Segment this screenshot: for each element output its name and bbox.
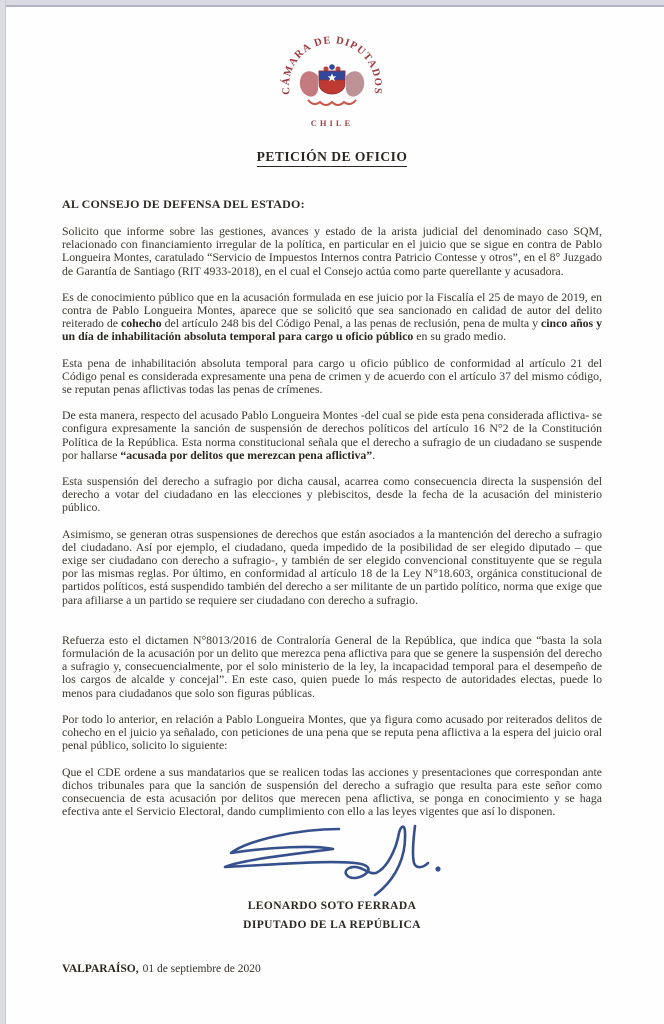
place-date-line (62, 963, 602, 975)
place-text: VALPARAÍSO, (62, 963, 139, 976)
paragraph: Que el CDE ordene a sus mandatarios que se realicen todas las acciones y presentaciones que correspondan ante dichos tribunales para que la sanción de suspensión del derecho a sufragio que resulta para este señor como consecuencia de esta acusación por delitos que merecen pena aflictiva, se ponga en conocimiento y se haga efectiva ante el Servicio Electoral, dando cumplimiento con ello a las leyes vigentes que así lo disponen. (62, 764, 602, 819)
paragraph: Por todo lo anterior, en relación a Pablo Longueira Montes, que ya figura como acusado por reiterados delitos de cohecho en el juicio ya señalado, con peticiones de una pena que se reputa pena aflictiva a la espera del juicio oral penal público, solicito lo siguiente: (62, 711, 602, 753)
scan-edge-top (0, 0, 664, 7)
paragraph: Es de conocimiento público que en la acusación formulada en ese juicio por la Fiscalía el 25 de mayo de 2019, en contra de Pablo Longueira Montes, aparece que se solicitó que sea sancionado en calidad de autor del delito reiterado de cohecho del artículo 248 bis del Código Penal, a las penas de reclusión, pena de multa y cinco años y un día de inhabilitación absoluta temporal para cargo u oficio público en su grado medio. (62, 289, 603, 344)
scan-edge-left (0, 0, 6, 1024)
camara-de-diputados-seal-icon (272, 36, 392, 136)
body-paragraphs (62, 225, 602, 818)
paragraph: Solicito que informe sobre las gestiones, avances y estado de la arista judicial del denominado caso SQM, relacionado con financiamiento irregular de la política, en particular en el juicio que se sigue en contra de Pablo Longueira Montes, caratulado “Servicio de Impuestos Internos contra Patricio Contesse y otros”, en el 8° Juzgado de Garantía de Santiago (RIT 4933-2018), en el cual el Consejo actúa como parte querellante y acusadora. (62, 224, 602, 278)
paragraph: Esta suspensión del derecho a sufragio por dicha causal, acarrea como consecuencia directa la suspensión del derecho a votar del ciudadano en las elecciones y plebiscitos, desde la fecha de la acusación del ministerio público. (62, 474, 602, 515)
seal-condor-figure (346, 71, 364, 96)
seal-huemul-figure (300, 71, 318, 96)
seal-country-text: CHILE (310, 118, 354, 128)
date-text: 01 de septiembre de 2020 (142, 963, 261, 976)
document-title: PETICIÓN DE OFICIO (257, 149, 408, 167)
signature-block (62, 822, 602, 931)
signatory-name: LEONARDO SOTO FERRADA (247, 900, 417, 913)
seal-arc-text: CÁMARA DE DIPUTADOS (280, 36, 384, 96)
paragraph: Esta pena de inhabilitación absoluta temporal para cargo u oficio público de conformidad al artículo 21 del Código penal es considerada expresamente una pena de crimen y de acuerdo con el artículo 37 del mismo código, se reputan penas aflictivas todas las penas de crímenes. (62, 355, 602, 397)
paragraph: De esta manera, respecto del acusado Pablo Longueira Montes -del cual se pide esta pena considerada aflictiva- se configura expresamente la sanción de suspensión de derechos políticos del artículo 16 N°2 de la Constitución Política de la República. Esta norma constitucional señala que el derecho a sufragio de un ciudadano se suspende por hallarse “acusada por delitos que merezcan pena aflictiva”. (62, 408, 602, 462)
seal-scroll (308, 100, 356, 105)
paragraph: Asimismo, se generan otras suspensiones de derechos que están asociados a la mantención del derecho a sufragio del ciudadano. Así por ejemplo, el ciudadano, queda impedido de la posibilidad de ser elegido diputado – que exige ser ciudadano con derecho a sufragio-, y también de ser elegido convencional constituyente que se regula por las mismas reglas. Por último, en conformidad al artículo 18 de la Ley N°18.603, orgánica constitucional de partidos políticos, está suspendido también del derecho a ser militante de un partido político, norma que exige que para afiliarse a un partido se requiere ser ciudadano con derecho a sufragio. (62, 526, 602, 607)
paragraph: Refuerza esto el dictamen N°8013/2016 de Contraloría General de la República, que indica que “basta la sola formulación de la acusación por un delito que merezca pena aflictiva para que se genere la suspensión del derecho a sufragio y, consecuencialmente, por el solo ministerio de la ley, la incapacidad temporal para el desempeño de los cargos de alcalde y concejal”. En este caso, quien puede lo más respecto de autoridades electas, puede lo menos para ciudadanos que solo son figuras públicas. (62, 632, 602, 700)
document-content (0, 36, 664, 975)
seal-crest-plume (323, 64, 340, 71)
seal-shield (319, 71, 345, 94)
salutation: AL CONSEJO DE DEFENSA DEL ESTADO: (62, 197, 305, 211)
signatory-role: DIPUTADO DE LA REPÚBLICA (243, 919, 421, 932)
signature-handwriting-icon (217, 822, 447, 898)
